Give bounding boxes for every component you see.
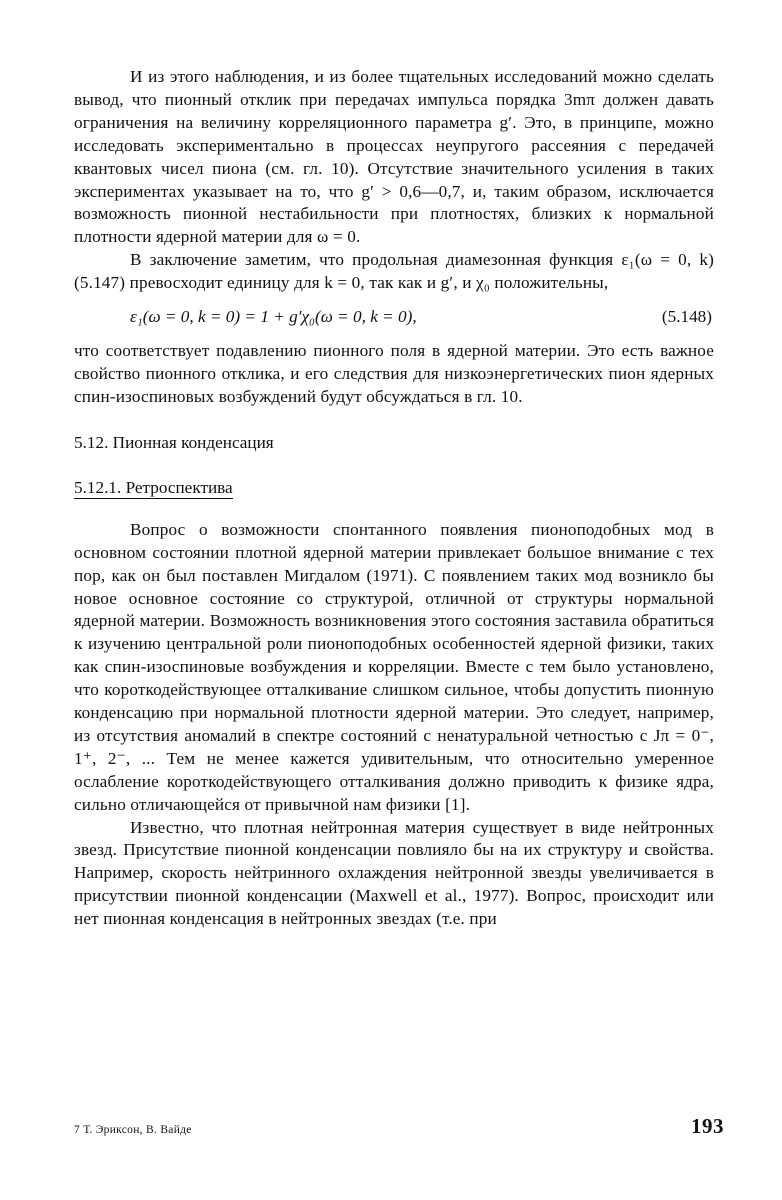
paragraph-dielectric-function: В заключение заметим, что продольная диамезонная функция ε₁(ω = 0, k) (5.147) превосходит единицу для k = 0, так как и g′, и χ₀ положительны, xyxy=(74,250,714,293)
paragraph-pion-response: И из этого наблюдения, и из более тщательных исследований можно сделать вывод, что пионный отклик при передачах импульса порядка 3mπ должен давать ограничения на величину корреляционного параметра g′. Это, в принципе, можно исследовать экспериментально в процессах неупругого рассеяния с передачей квантовых чисел пиона (см. гл. 10). Отсутствие значительного усиления в таких экспериментах указывает на то, что g′ > 0,6—0,7, и, таким образом, исключается возможность пионной нестабильности при плотностях, близких к нормальной плотности ядерной материи для ω = 0. xyxy=(74,67,714,247)
paragraph-pion-condensation: Вопрос о возможности спонтанного появления пионоподобных мод в основном состоянии плотной ядерной материи привлекает большое внимание с тех пор, как он был поставлен Мигдалом (1971). С появлением таких мод возникло бы новое основное состояние со структурой, отличной от структуры нормальной ядерной материи. Возможность возникновения этого состояния заставила обратиться к изучению центральной роли пионоподобных особенностей ядерной физики, таких как спин-изоспиновые возбуждения и корреляции. Вместе с тем было установлено, что короткодействующее отталкивание слишком сильное, чтобы допустить пионную конденсацию при нормальной плотности ядерной материи. Это следует, например, из отсутствия аномалий в спектре состояний с ненатуральной четностью с Jπ = 0⁻, 1⁺, 2⁻, ... Тем не менее кажется удивительным, что относительно умеренное ослабление короткодействующего отталкивания должно приводить к физике ядра, сильно отличающейся от привычной нам физики [1]. xyxy=(74,519,714,814)
page-body xyxy=(74,66,714,931)
paragraph-pion-field-suppression: что соответствует подавлению пионного поля в ядерной материи. Это есть важное свойство пионного отклика, и его следствия для низкоэнергетических пион ядерных спин-изоспиновых возбуждений будут обсуждаться в гл. 10. xyxy=(74,341,714,406)
equation-expression: ε₁(ω = 0, k = 0) = 1 + g′χ₀(ω = 0, k = 0), xyxy=(130,307,417,327)
equation-5-148 xyxy=(74,305,714,328)
equation-number: (5.148) xyxy=(661,307,712,327)
section-title: 5.12. Пионная конденсация xyxy=(74,432,274,452)
subsection-title-text: 5.12.1. Ретроспектива xyxy=(74,477,233,497)
paragraph-neutron-stars: Известно, что плотная нейтронная материя существует в виде нейтронных звезд. Присутствие пионной конденсации повлияло бы на их структуру и свойства. Например, скорость нейтринного охлаждения нейтронной звезды увеличивается в присутствии пионной конденсации (Maxwell et al., 1977). Вопрос, происходит или нет пионная конденсация в нейтронных звездах (т.е. при xyxy=(74,817,714,929)
subsection-title xyxy=(74,476,714,499)
page-number: 193 xyxy=(691,1114,724,1138)
footer-signature: 7 Т. Эриксон, В. Вайде xyxy=(74,1124,192,1136)
